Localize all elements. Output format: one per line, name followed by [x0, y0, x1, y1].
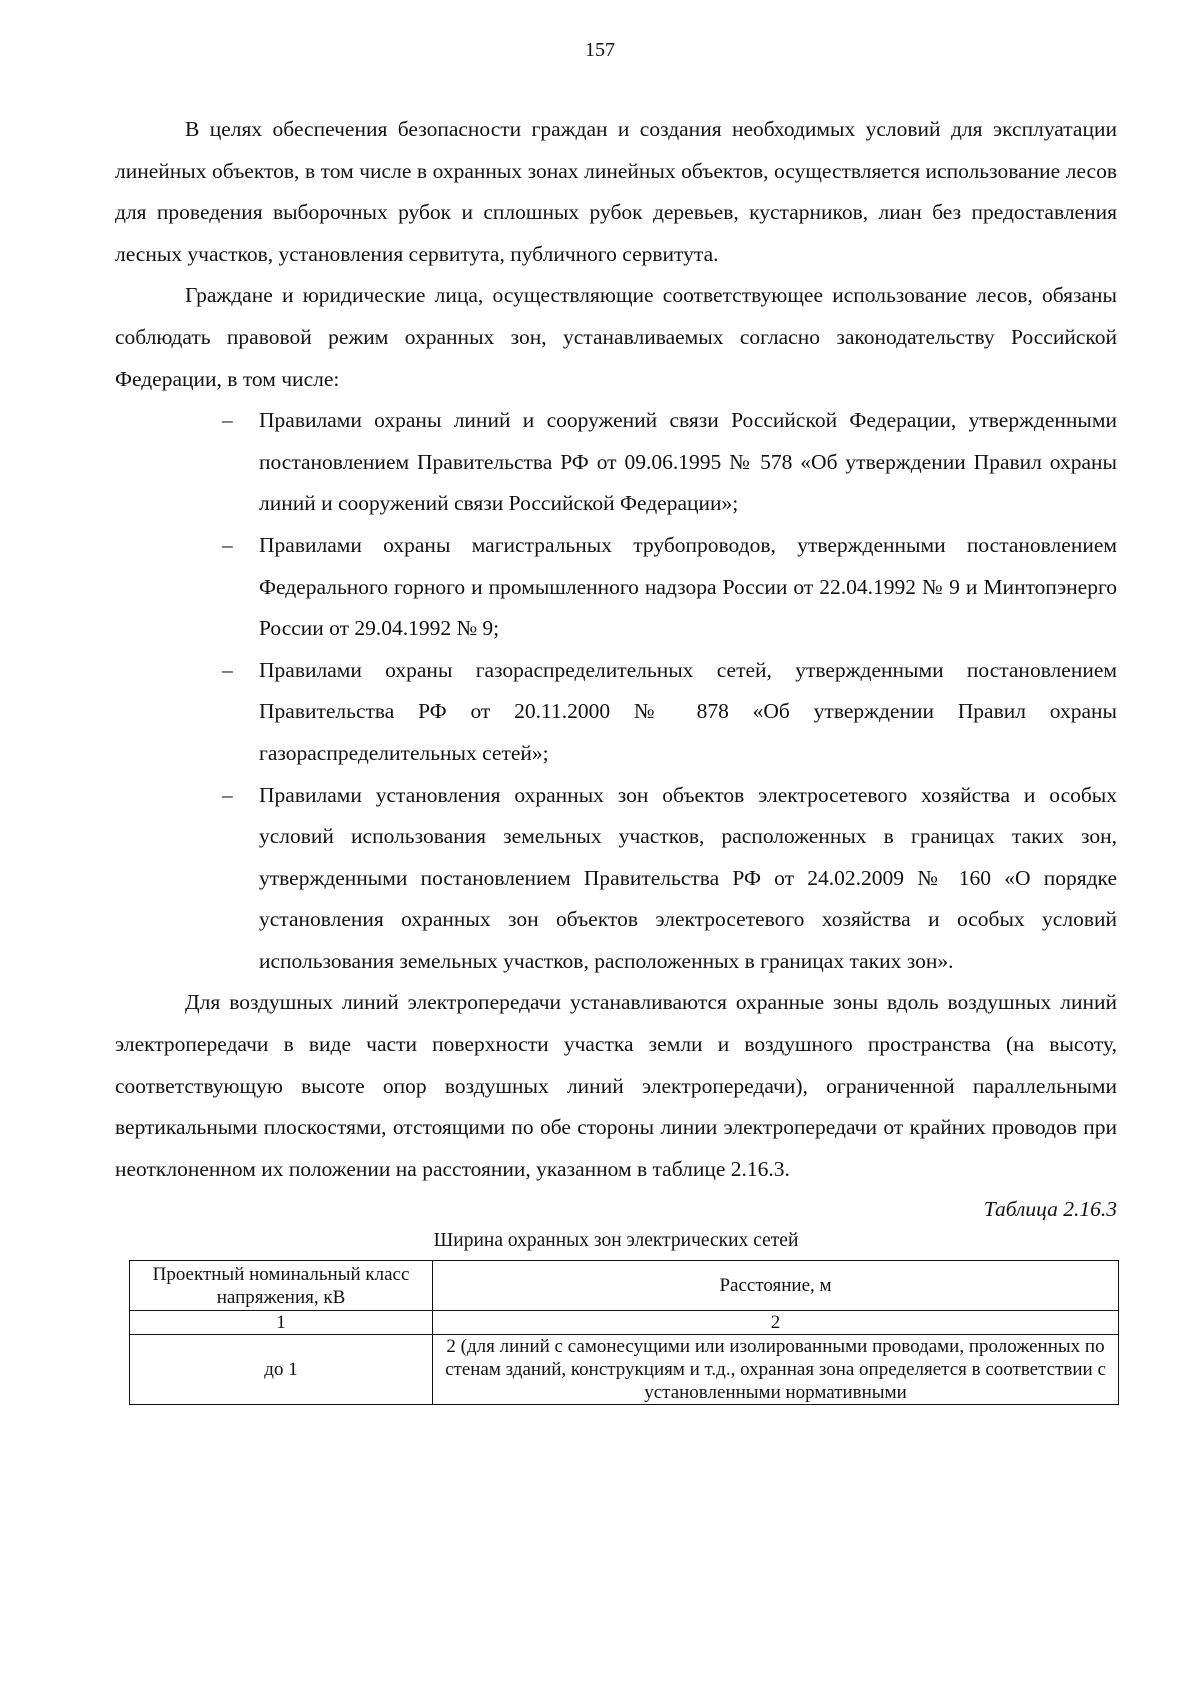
table-row — [130, 1335, 1119, 1405]
table-header-row — [130, 1261, 1119, 1311]
table-caption: Таблица 2.16.3 — [983, 1197, 1117, 1222]
column-number-2: 2 — [433, 1311, 1119, 1335]
list-item-text: Правилами охраны линий и сооружений связи Российской Федерации, утвержденными постановлением Правительства РФ от 09.06.1995 № 578 «Об утверждении Правил охраны линий и сооружений связи Российской Федерации»; — [259, 408, 1117, 516]
header-voltage-class: Проектный номинальный класс напряжения, кВ — [130, 1261, 433, 1311]
column-number-1: 1 — [130, 1311, 433, 1335]
paragraph-intro: В целях обеспечения безопасности граждан и создания необходимых условий для эксплуатации линейных объектов, в том числе в охранных зонах линейных объектов, осуществляется использование лесов для проведения выборочных рубок и сплошных рубок деревьев, кустарников, лиан без предоставления лесных участков, установления сервитута, публичного сервитута. — [115, 117, 1117, 266]
list-item-text: Правилами установления охранных зон объектов электросетевого хозяйства и особых условий использования земельных участков, расположенных в границах таких зон, утвержденными постановлением Правительства РФ от 24.02.2009 № 160 «О порядке установления охранных зон объектов электросетевого хозяйства и особых условий использования земельных участков, расположенных в границах таких зон». — [259, 782, 1117, 973]
dash-marker: – — [222, 782, 233, 807]
header-distance: Расстояние, м — [433, 1261, 1119, 1311]
cell-voltage: до 1 — [130, 1335, 433, 1405]
list-item — [222, 650, 1117, 775]
list-item — [222, 400, 1117, 525]
list-item — [222, 775, 1117, 983]
document-body — [115, 109, 1117, 1405]
protection-zones-table — [129, 1260, 1119, 1405]
cell-distance: 2 (для линий с самонесущими или изолированными проводами, проложенных по стенам зданий, конструкциям и т.д., охранная зона определяется в соответствии с установленными нормативными — [433, 1335, 1119, 1405]
dash-marker: – — [222, 657, 233, 682]
table-title: Ширина охранных зон электрических сетей — [433, 1230, 799, 1252]
list-item-text: Правилами охраны газораспределительных сетей, утвержденными постановлением Правительства РФ от 20.11.2000 № 878 «Об утверждении Правил охраны газораспределительных сетей»; — [259, 657, 1117, 765]
list-item — [222, 525, 1117, 650]
table-numbering-row — [130, 1311, 1119, 1335]
page-number: 157 — [585, 39, 615, 61]
list-item-text: Правилами охраны магистральных трубопроводов, утвержденными постановлением Федерального горного и промышленного надзора России от 22.04.1992 № 9 и Минтопэнерго России от 29.04.1992 № 9; — [259, 532, 1117, 641]
dash-marker: – — [222, 408, 233, 433]
paragraph-obligations: Граждане и юридические лица, осуществляющие соответствующее использование лесов, обязаны соблюдать правовой режим охранных зон, устанавливаемых согласно законодательству Российской Федерации, в том числе: — [115, 283, 1117, 391]
rules-list — [115, 400, 1117, 982]
paragraph-overhead-lines: Для воздушных линий электропередачи устанавливаются охранные зоны вдоль воздушных линий электропередачи в виде части поверхности участка земли и воздушного пространства (на высоту, соответствующую высоте опор воздушных линий электропередачи), ограниченной параллельными вертикальными плоскостями, отстоящими по обе стороны линии электропередачи от крайних проводов при неотклоненном их положении на расстоянии, указанном в таблице 2.16.3. — [115, 990, 1117, 1181]
dash-marker: – — [222, 532, 233, 557]
